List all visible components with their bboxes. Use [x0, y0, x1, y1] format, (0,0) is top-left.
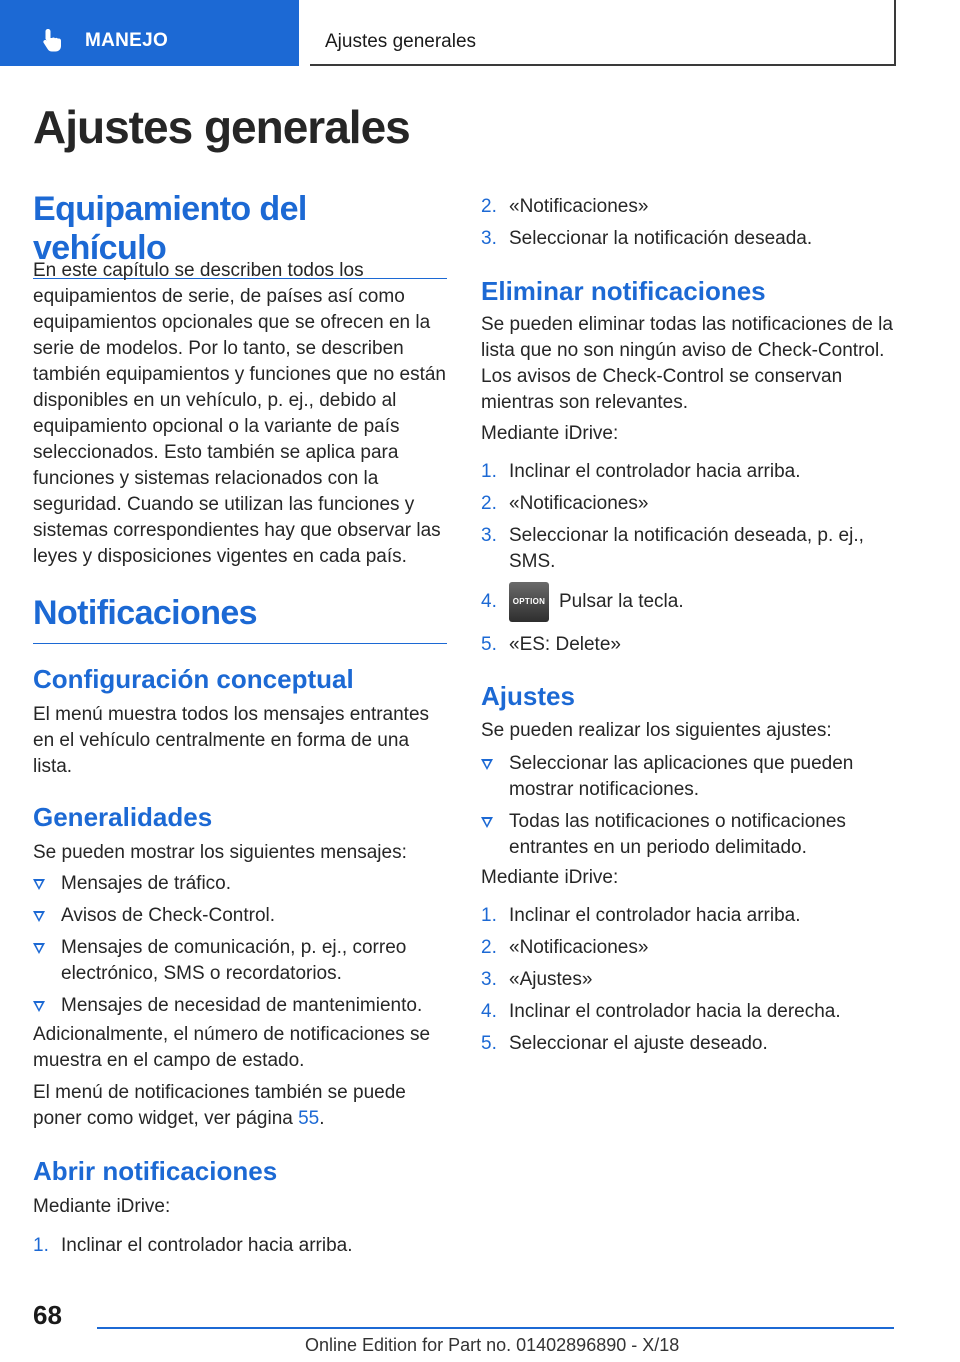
- list-item: 2. «Notificaciones»: [481, 196, 649, 217]
- list-item: 4. Inclinar el controlador hacia la derecha.: [481, 1001, 841, 1022]
- page-title: Ajustes generales: [33, 101, 410, 153]
- open-steps-continued: [481, 194, 895, 252]
- settings-idrive-text: Mediante iDrive:: [481, 867, 619, 888]
- list-item: 2. «Notificaciones»: [481, 493, 649, 514]
- delete-idrive-text: Mediante iDrive:: [481, 423, 619, 444]
- settings-steps: [481, 903, 895, 1057]
- page-header: [0, 0, 960, 66]
- list-item: 1. Inclinar el controlador hacia arriba.: [481, 461, 801, 482]
- chapter-title: Ajustes generales: [325, 31, 477, 52]
- additional-text: Adicionalmente, el número de notificaciones se muestra en el campo de estado.: [33, 1024, 431, 1071]
- section-label: MANEJO: [85, 30, 169, 51]
- list-item: 2. «Notificaciones»: [481, 937, 649, 958]
- list-item: 5. «ES: Delete»: [481, 634, 621, 655]
- list-item: 3. Seleccionar la notificación deseada, p. ej., SMS.: [481, 525, 864, 572]
- list-item: Avisos de Check-Control.: [33, 903, 447, 929]
- settings-text: Se pueden realizar los siguientes ajustes:: [481, 720, 832, 741]
- open-steps: [33, 1233, 447, 1259]
- concept-text: El menú muestra todos los mensajes entrantes en el vehículo centralmente en forma de una lista.: [33, 704, 430, 777]
- notifications-heading: Notificaciones: [33, 594, 447, 644]
- page-link[interactable]: 55: [298, 1108, 320, 1129]
- list-item: Mensajes de comunicación, p. ej., correo electrónico, SMS o recordatorios.: [33, 935, 447, 987]
- triangle-bullet-icon: [33, 911, 45, 922]
- list-item: Mensajes de necesidad de mantenimiento.: [33, 993, 447, 1019]
- triangle-bullet-icon: [481, 817, 493, 828]
- widget-text: El menú de notificaciones también se puede poner como widget, ver página 55.: [33, 1082, 406, 1129]
- delete-step-4: [481, 582, 895, 622]
- list-item: Seleccionar las aplicaciones que pueden mostrar notificaciones.: [481, 751, 895, 803]
- list-item: 1. Inclinar el controlador hacia arriba.: [481, 905, 801, 926]
- open-text: Mediante iDrive:: [33, 1196, 171, 1217]
- general-list: [33, 871, 447, 1019]
- list-item: 5. Seleccionar el ajuste deseado.: [481, 1033, 768, 1054]
- list-item: 3. Seleccionar la notificación deseada.: [481, 228, 813, 249]
- list-item: 3. «Ajustes»: [481, 969, 593, 990]
- concept-heading: Configuración conceptual: [33, 664, 354, 694]
- hand-pointer-icon: [40, 27, 66, 53]
- settings-heading: Ajustes: [481, 681, 575, 711]
- settings-list: [481, 751, 895, 861]
- triangle-bullet-icon: [33, 1001, 45, 1012]
- delete-heading: Eliminar notificaciones: [481, 276, 766, 306]
- equipment-text: En este capítulo se describen todos los equipamientos de serie, de países así como equipamientos opcionales que se ofrecen en la serie de modelos. Por lo tanto, se describen también equipamientos y funciones que no están disponibles en un vehículo, p. ej., debido al equipamiento opcional o la variante de país seleccionados. Esto también se aplica para funciones y sistemas relacionados con la seguridad. Cuando se utilizan las funciones y sistemas correspondientes hay que observar las leyes y disposiciones vigentes en cada país.: [33, 260, 446, 567]
- triangle-bullet-icon: [481, 759, 493, 770]
- option-button-icon: OPTION: [509, 582, 549, 622]
- footer-edition: Online Edition for Part no. 01402896890 - X/18: [305, 1335, 680, 1355]
- triangle-bullet-icon: [33, 879, 45, 890]
- general-heading: Generalidades: [33, 802, 213, 832]
- list-item: Todas las notificaciones o notificaciones entrantes en un periodo delimitado.: [481, 809, 895, 861]
- chapter-title-box: [310, 0, 896, 66]
- list-item: 1. Inclinar el controlador hacia arriba.: [33, 1235, 353, 1256]
- delete-steps: [481, 459, 895, 575]
- list-item: Mensajes de tráfico.: [33, 871, 447, 897]
- delete-step-5: [481, 632, 895, 658]
- triangle-bullet-icon: [33, 943, 45, 954]
- delete-text: Se pueden eliminar todas las notificaciones de la lista que no son ningún aviso de Check-Control. Los avisos de Check-Control se conservan mientras son relevantes.: [481, 314, 893, 413]
- list-item: 4. OPTION Pulsar la tecla.: [481, 582, 895, 622]
- section-tab[interactable]: [0, 0, 299, 66]
- general-text: Se pueden mostrar los siguientes mensajes:: [33, 842, 407, 863]
- equipment-heading: Equipamiento del vehículo: [33, 190, 447, 279]
- open-heading: Abrir notificaciones: [33, 1156, 278, 1186]
- page-number: 68: [33, 1300, 62, 1330]
- footer-divider: [97, 1327, 894, 1329]
